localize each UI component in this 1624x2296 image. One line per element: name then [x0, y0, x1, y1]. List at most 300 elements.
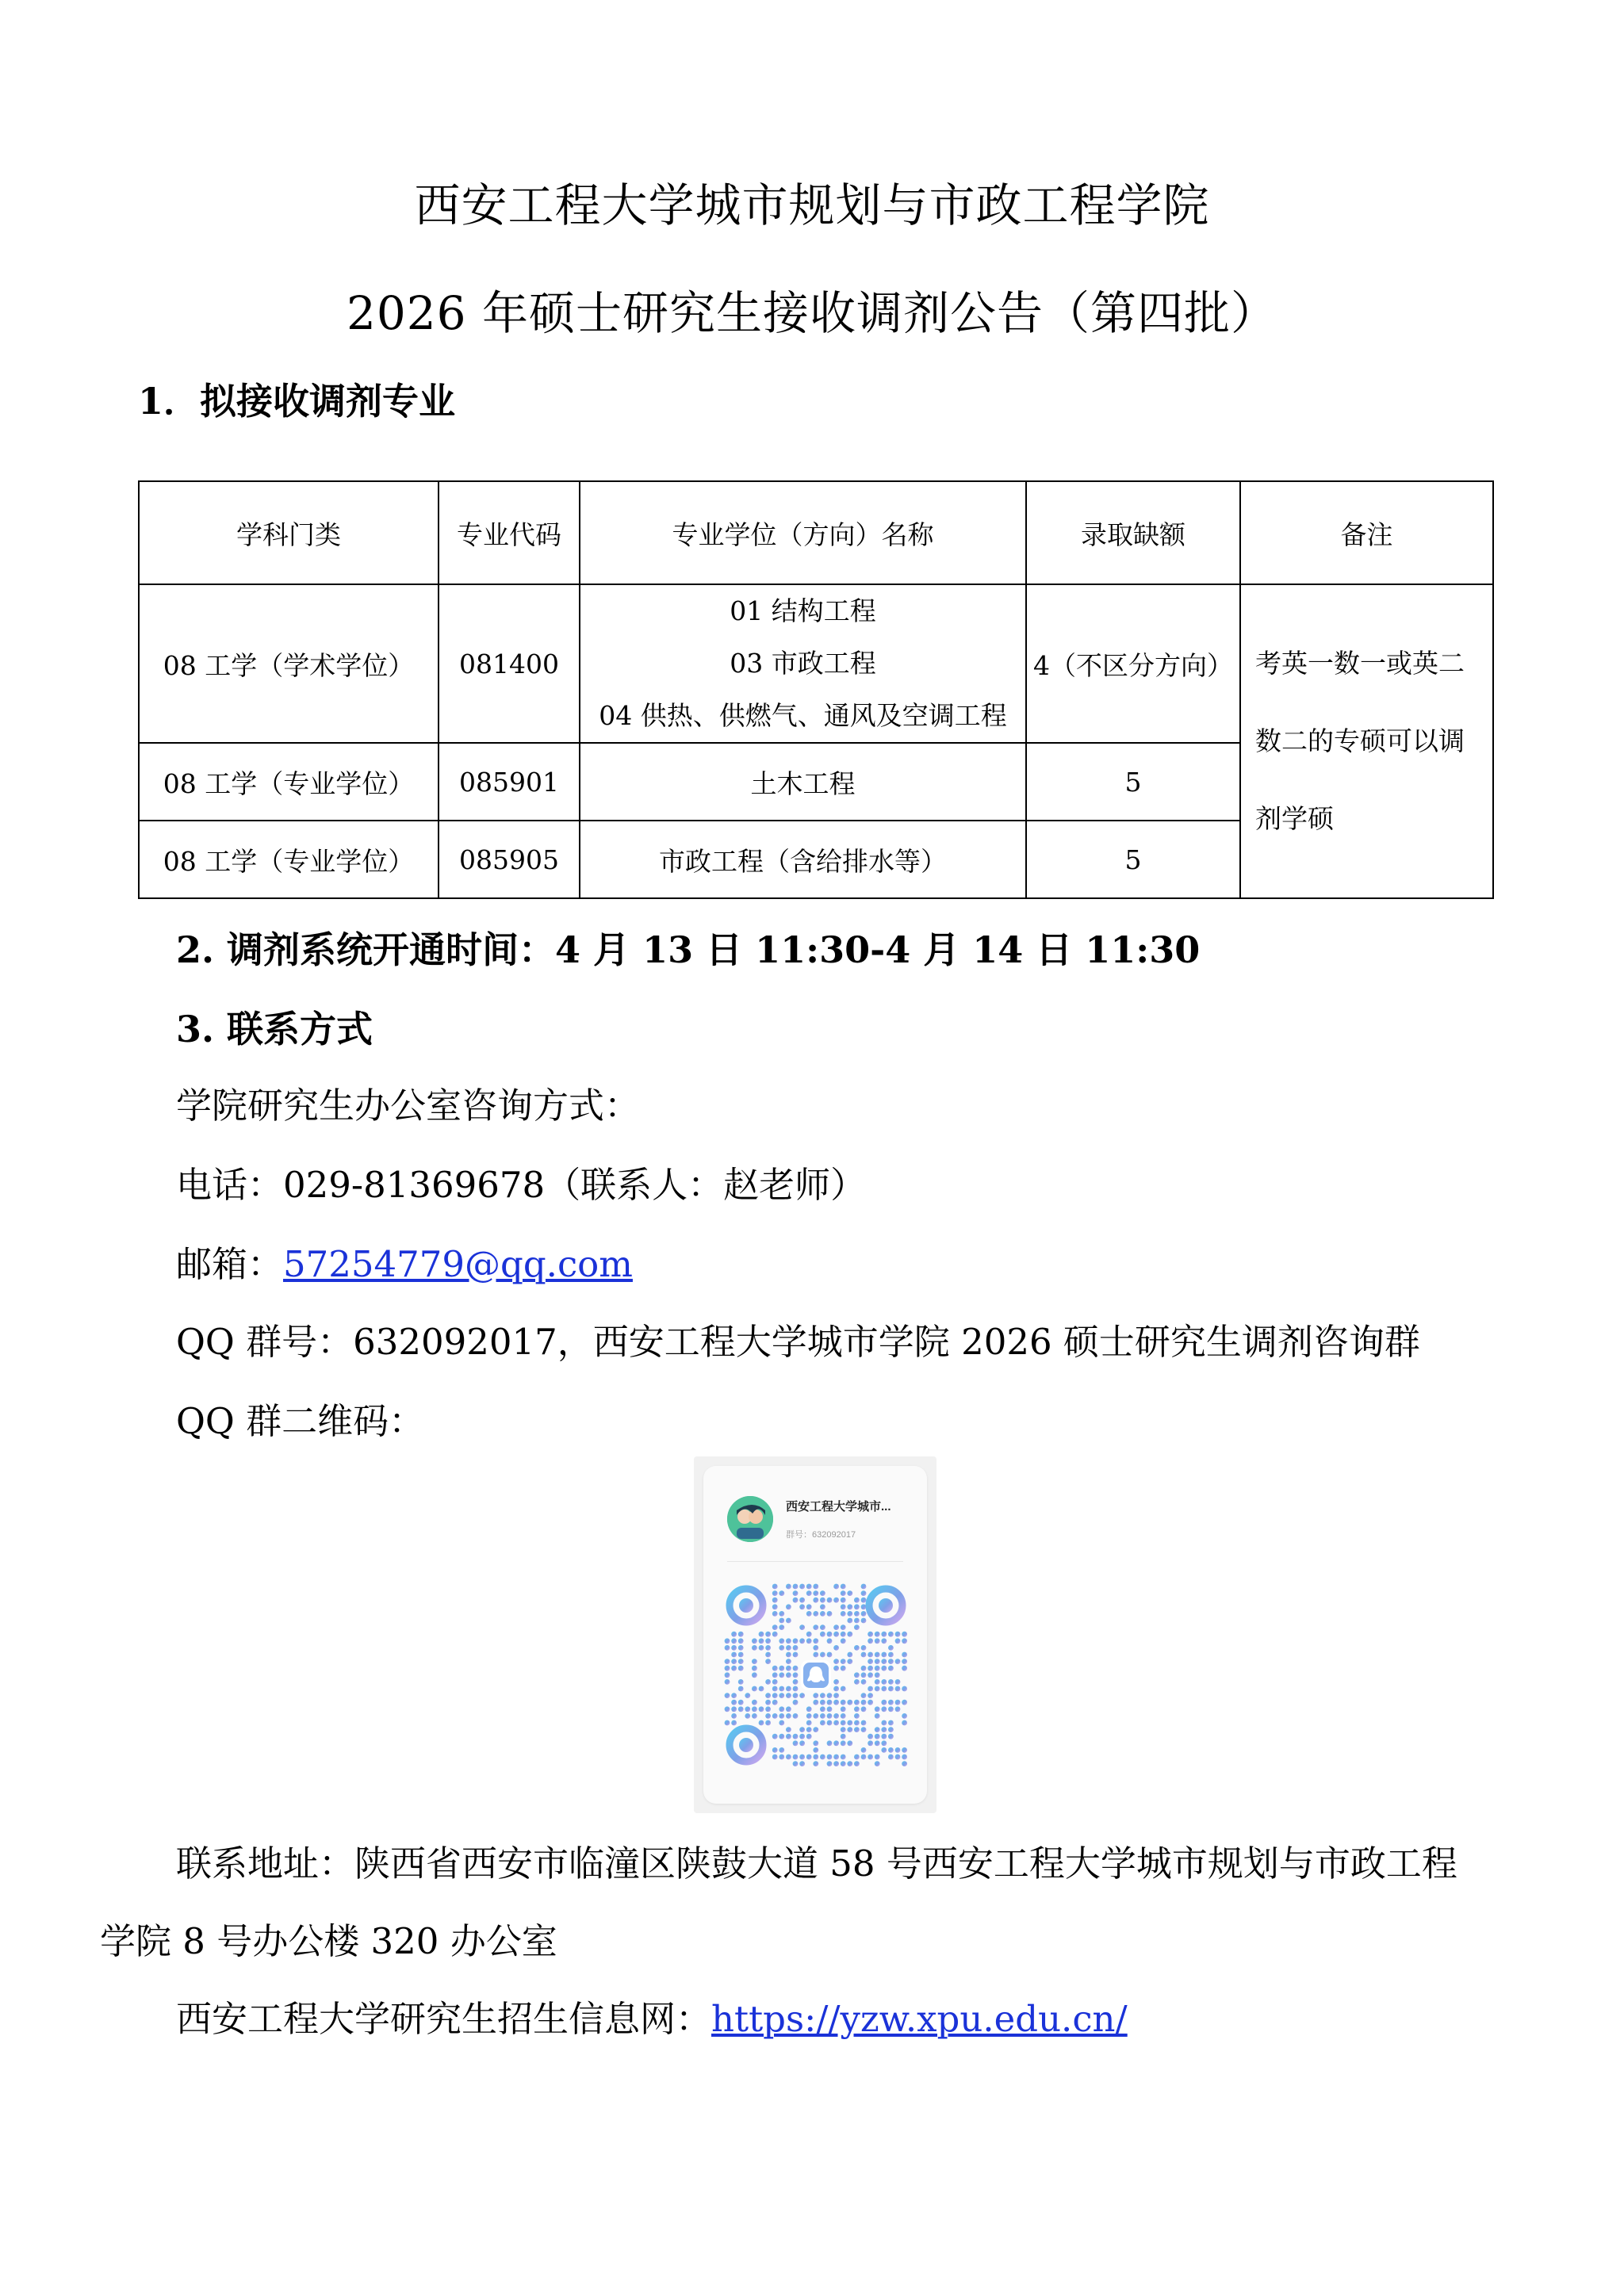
- qr-module: [868, 1686, 873, 1692]
- qr-module: [813, 1598, 818, 1603]
- qr-module: [738, 1706, 744, 1712]
- website-label: 西安工程大学研究生招生信息网：: [176, 1998, 712, 2040]
- remark-line: 考英一数一或英二: [1255, 648, 1465, 679]
- qr-module: [888, 1679, 894, 1685]
- qr-module: [765, 1659, 771, 1664]
- office-label: 学院研究生办公室咨询方式：: [176, 1085, 641, 1127]
- qr-module: [806, 1638, 812, 1644]
- qr-module: [731, 1659, 737, 1664]
- qr-module: [752, 1700, 757, 1705]
- qr-module: [793, 1598, 799, 1603]
- cell-category: 08 工学（专业学位）: [139, 821, 439, 898]
- qq-qr-label: QQ 群二维码：: [176, 1400, 425, 1442]
- qr-module: [902, 1713, 907, 1719]
- qr-module: [841, 1755, 846, 1760]
- qr-module: [888, 1755, 894, 1760]
- qr-module: [793, 1713, 799, 1719]
- qr-module: [868, 1632, 873, 1637]
- qr-module: [820, 1706, 825, 1712]
- qr-module: [772, 1590, 778, 1596]
- qr-module: [833, 1693, 839, 1698]
- qr-module: [806, 1604, 812, 1609]
- qr-module: [793, 1645, 799, 1651]
- qr-module: [779, 1618, 784, 1624]
- qr-module: [738, 1638, 744, 1644]
- qr-module: [793, 1666, 799, 1671]
- qr-module: [833, 1624, 839, 1630]
- qr-module: [888, 1734, 894, 1739]
- majors-table: [138, 480, 1494, 899]
- qr-module: [888, 1727, 894, 1732]
- qr-module: [772, 1713, 778, 1719]
- qr-module: [779, 1611, 784, 1617]
- qr-module: [772, 1686, 778, 1692]
- qr-module: [765, 1706, 771, 1712]
- direction-name: 03 市政工程: [730, 648, 876, 679]
- qr-module: [895, 1755, 901, 1760]
- qr-module: [772, 1632, 778, 1637]
- qr-module: [854, 1645, 860, 1651]
- qr-module: [902, 1659, 907, 1664]
- remark-line: 数二的专硕可以调: [1255, 725, 1465, 756]
- qr-module: [725, 1693, 730, 1698]
- qr-module: [854, 1761, 860, 1766]
- qr-module: [875, 1686, 880, 1692]
- qr-module: [881, 1632, 887, 1637]
- qr-module: [786, 1693, 791, 1698]
- qr-module: [841, 1598, 846, 1603]
- qr-module: [725, 1638, 730, 1644]
- qr-module: [881, 1740, 887, 1746]
- qr-module: [881, 1720, 887, 1726]
- qr-module: [833, 1740, 839, 1746]
- cell-code: 085901: [439, 743, 580, 821]
- qr-module: [806, 1727, 812, 1732]
- qr-module: [813, 1713, 818, 1719]
- qr-module: [725, 1672, 730, 1678]
- qr-module: [745, 1693, 750, 1698]
- qr-module: [888, 1747, 894, 1753]
- qr-module: [820, 1632, 825, 1637]
- qr-module: [752, 1645, 757, 1651]
- qr-module: [902, 1632, 907, 1637]
- qr-module: [793, 1700, 799, 1705]
- qr-module: [799, 1727, 805, 1732]
- qr-module: [875, 1632, 880, 1637]
- qr-module: [902, 1720, 907, 1726]
- qr-module: [841, 1590, 846, 1596]
- qr-module: [868, 1755, 873, 1760]
- qr-module: [793, 1693, 799, 1698]
- cell-code: 085905: [439, 821, 580, 898]
- qr-module: [759, 1706, 764, 1712]
- qr-module: [779, 1624, 784, 1630]
- qr-module: [895, 1659, 901, 1664]
- qr-module: [833, 1584, 839, 1590]
- qr-module: [799, 1624, 805, 1630]
- qr-module: [779, 1720, 784, 1726]
- qr-module: [827, 1598, 833, 1603]
- qr-module: [772, 1598, 778, 1603]
- qr-module: [868, 1740, 873, 1746]
- qr-module: [779, 1693, 784, 1698]
- qr-module: [868, 1700, 873, 1705]
- qr-module: [861, 1747, 867, 1753]
- qr-module: [799, 1598, 805, 1603]
- qr-card: [703, 1466, 927, 1804]
- cell-category: 08 工学（学术学位）: [139, 584, 439, 743]
- cell-quota: 4（不区分方向）: [1026, 584, 1240, 743]
- email-link[interactable]: 57254779@qq.com: [283, 1243, 633, 1285]
- qr-module: [793, 1755, 799, 1760]
- qr-module: [813, 1747, 818, 1753]
- qr-module: [738, 1645, 744, 1651]
- qr-module: [745, 1706, 750, 1712]
- qr-module: [738, 1700, 744, 1705]
- qr-module: [820, 1713, 825, 1719]
- qr-module: [806, 1590, 812, 1596]
- qr-module: [841, 1720, 846, 1726]
- qr-module: [786, 1734, 791, 1739]
- qr-module: [895, 1706, 901, 1712]
- qr-module: [813, 1590, 818, 1596]
- qr-module: [902, 1652, 907, 1658]
- qr-module: [786, 1604, 791, 1609]
- qr-module: [772, 1604, 778, 1609]
- cell-names: 土木工程: [580, 743, 1026, 821]
- qr-module: [841, 1611, 846, 1617]
- qr-module: [779, 1755, 784, 1760]
- qr-module: [813, 1611, 818, 1617]
- qr-module: [772, 1747, 778, 1753]
- qr-module: [813, 1638, 818, 1644]
- qr-module: [725, 1645, 730, 1651]
- qr-module: [813, 1700, 818, 1705]
- qr-module: [779, 1686, 784, 1692]
- qr-module: [868, 1638, 873, 1644]
- qr-module: [895, 1679, 901, 1685]
- qr-module: [902, 1755, 907, 1760]
- qr-module: [813, 1624, 818, 1630]
- qr-module: [765, 1652, 771, 1658]
- qr-module: [752, 1686, 757, 1692]
- address-line2: 学院 8 号办公楼 320 办公室: [100, 1920, 557, 1962]
- qr-module: [765, 1638, 771, 1644]
- qr-module: [806, 1584, 812, 1590]
- qr-module: [786, 1618, 791, 1624]
- qr-module: [772, 1624, 778, 1630]
- qr-module: [820, 1720, 825, 1726]
- qr-module: [793, 1672, 799, 1678]
- qr-module: [841, 1727, 846, 1732]
- direction-name: 01 结构工程: [730, 595, 876, 626]
- qr-module: [759, 1638, 764, 1644]
- qr-module: [854, 1720, 860, 1726]
- qr-module: [847, 1611, 852, 1617]
- qr-module: [868, 1666, 873, 1671]
- qr-module: [868, 1693, 873, 1698]
- header-quota: 录取缺额: [1026, 481, 1240, 584]
- qr-module: [786, 1706, 791, 1712]
- qr-module: [868, 1734, 873, 1739]
- qr-module: [759, 1632, 764, 1637]
- qr-module: [765, 1632, 771, 1637]
- qr-module: [772, 1693, 778, 1698]
- qr-module: [765, 1700, 771, 1705]
- qr-module: [827, 1638, 833, 1644]
- qr-module: [861, 1652, 867, 1658]
- qr-module: [868, 1652, 873, 1658]
- qr-module: [793, 1740, 799, 1746]
- section1-heading: 1．拟接收调剂专业: [138, 380, 456, 423]
- qr-module: [861, 1666, 867, 1671]
- qr-module: [738, 1632, 744, 1637]
- qr-module: [786, 1755, 791, 1760]
- announcement-title-line1: 西安工程大学城市规划与市政工程学院: [414, 178, 1210, 232]
- qr-module: [875, 1679, 880, 1685]
- qr-module: [799, 1740, 805, 1746]
- qr-module: [875, 1652, 880, 1658]
- qr-module: [841, 1686, 846, 1692]
- qr-module: [902, 1666, 907, 1671]
- direction-name: 04 供热、供燃气、通风及空调工程: [599, 700, 1007, 731]
- qr-module: [861, 1604, 867, 1609]
- qr-module: [895, 1632, 901, 1637]
- qr-module: [772, 1700, 778, 1705]
- website-link[interactable]: https://yzw.xpu.edu.cn/: [711, 1998, 1128, 2040]
- qr-module: [888, 1666, 894, 1671]
- email-label: 邮箱：: [176, 1243, 284, 1285]
- qr-module: [759, 1645, 764, 1651]
- qr-module: [793, 1679, 799, 1685]
- qr-module: [731, 1720, 737, 1726]
- qr-module: [786, 1584, 791, 1590]
- qr-module: [902, 1686, 907, 1692]
- qr-module: [779, 1672, 784, 1678]
- phone-text: 电话：029-81369678（联系人：赵老师）: [176, 1164, 867, 1206]
- qr-module: [731, 1700, 737, 1705]
- qr-module: [861, 1727, 867, 1732]
- qr-module: [731, 1706, 737, 1712]
- qr-module: [833, 1761, 839, 1766]
- cell-names: 市政工程（含给排水等）: [580, 821, 1026, 898]
- qr-module: [854, 1706, 860, 1712]
- qr-module: [752, 1672, 757, 1678]
- qr-module: [793, 1652, 799, 1658]
- qr-module: [902, 1761, 907, 1766]
- qr-module: [813, 1755, 818, 1760]
- qr-module: [820, 1604, 825, 1609]
- qr-module: [806, 1755, 812, 1760]
- qr-module: [799, 1734, 805, 1739]
- qr-module: [820, 1590, 825, 1596]
- header-code: 专业代码: [439, 481, 580, 584]
- qr-module: [841, 1666, 846, 1671]
- qr-module: [759, 1686, 764, 1692]
- qr-module: [752, 1713, 757, 1719]
- qr-module: [731, 1638, 737, 1644]
- qr-module: [772, 1734, 778, 1739]
- qr-module: [731, 1693, 737, 1698]
- qr-module: [841, 1761, 846, 1766]
- qr-module: [881, 1659, 887, 1664]
- qr-module: [888, 1659, 894, 1664]
- table-header-row: [139, 481, 1493, 584]
- qr-module: [738, 1659, 744, 1664]
- qr-module: [854, 1604, 860, 1609]
- qr-module: [861, 1679, 867, 1685]
- qr-module: [861, 1706, 867, 1712]
- qr-module: [881, 1666, 887, 1671]
- qr-module: [861, 1755, 867, 1760]
- qr-module: [786, 1713, 791, 1719]
- qr-module: [841, 1740, 846, 1746]
- qr-module: [833, 1659, 839, 1664]
- qr-module: [895, 1700, 901, 1705]
- qr-module: [875, 1666, 880, 1671]
- qr-module: [847, 1700, 852, 1705]
- qr-module: [861, 1672, 867, 1678]
- qr-module: [833, 1700, 839, 1705]
- qr-module: [738, 1666, 744, 1671]
- qr-module: [833, 1755, 839, 1760]
- qr-module: [875, 1740, 880, 1746]
- qr-module: [779, 1713, 784, 1719]
- qr-module: [738, 1686, 744, 1692]
- qr-module: [813, 1740, 818, 1746]
- qr-module: [786, 1666, 791, 1671]
- qr-module: [731, 1652, 737, 1658]
- qr-module: [888, 1700, 894, 1705]
- qr-module: [888, 1645, 894, 1651]
- qr-module: [888, 1686, 894, 1692]
- qr-module: [854, 1755, 860, 1760]
- qr-module: [854, 1713, 860, 1719]
- qr-module: [779, 1590, 784, 1596]
- qr-module: [854, 1611, 860, 1617]
- qr-module: [827, 1700, 833, 1705]
- qr-module: [827, 1720, 833, 1726]
- qr-module: [827, 1693, 833, 1698]
- qq-group-text: QQ 群号：632092017，西安工程大学城市学院 2026 硕士研究生调剂咨询群: [176, 1321, 1420, 1363]
- qr-module: [786, 1727, 791, 1732]
- qr-module: [881, 1686, 887, 1692]
- header-name: 专业学位（方向）名称: [580, 481, 1026, 584]
- qr-module: [847, 1652, 852, 1658]
- qr-module: [786, 1638, 791, 1644]
- qr-module: [875, 1672, 880, 1678]
- qr-module: [806, 1611, 812, 1617]
- qr-module: [772, 1611, 778, 1617]
- qr-module: [854, 1727, 860, 1732]
- qr-module: [861, 1611, 867, 1617]
- qr-module: [854, 1624, 860, 1630]
- qr-module: [731, 1666, 737, 1671]
- qr-module: [841, 1624, 846, 1630]
- qr-module: [827, 1611, 833, 1617]
- qr-module: [793, 1686, 799, 1692]
- qr-module: [861, 1693, 867, 1698]
- qr-module: [786, 1645, 791, 1651]
- qr-module: [827, 1652, 833, 1658]
- qr-module: [765, 1693, 771, 1698]
- qr-module: [895, 1686, 901, 1692]
- qr-module: [833, 1686, 839, 1692]
- qq-group-qr-image: [694, 1456, 936, 1813]
- qr-module: [779, 1734, 784, 1739]
- qr-module: [820, 1611, 825, 1617]
- qr-module: [813, 1693, 818, 1698]
- qr-module: [881, 1734, 887, 1739]
- qr-module: [752, 1659, 757, 1664]
- qr-module: [875, 1638, 880, 1644]
- qr-module: [820, 1598, 825, 1603]
- qr-module: [847, 1604, 852, 1609]
- qr-module: [752, 1666, 757, 1671]
- qr-module: [854, 1618, 860, 1624]
- qr-module: [841, 1584, 846, 1590]
- qr-module: [772, 1679, 778, 1685]
- cell-code: 081400: [439, 584, 580, 743]
- qr-module: [779, 1706, 784, 1712]
- qr-module: [806, 1632, 812, 1637]
- qr-module: [875, 1755, 880, 1760]
- qr-module: [731, 1713, 737, 1719]
- qr-module: [888, 1720, 894, 1726]
- group-id: 群号：632092017: [786, 1530, 856, 1540]
- qr-module: [888, 1652, 894, 1658]
- qr-module: [895, 1638, 901, 1644]
- qr-module: [868, 1659, 873, 1664]
- qr-module: [854, 1598, 860, 1603]
- group-avatar: [727, 1496, 773, 1542]
- qr-module: [779, 1747, 784, 1753]
- qr-module: [868, 1672, 873, 1678]
- qr-module: [875, 1659, 880, 1664]
- qr-module: [902, 1747, 907, 1753]
- website-row: [176, 1990, 1128, 2042]
- qr-module: [833, 1645, 839, 1651]
- header-remark: 备注: [1240, 481, 1493, 584]
- qr-module: [847, 1618, 852, 1624]
- qr-module: [786, 1686, 791, 1692]
- address-line1: 联系地址：陕西省西安市临潼区陕鼓大道 58 号西安工程大学城市规划与市政工程: [176, 1843, 1457, 1885]
- qr-module: [813, 1727, 818, 1732]
- remark-line: 剂学硕: [1255, 803, 1334, 834]
- qr-module: [833, 1713, 839, 1719]
- qr-module: [793, 1584, 799, 1590]
- qr-module: [827, 1740, 833, 1746]
- qr-module: [841, 1659, 846, 1664]
- qr-module: [759, 1720, 764, 1726]
- qr-module: [881, 1747, 887, 1753]
- qr-module: [806, 1706, 812, 1712]
- cell-remark: [1240, 584, 1493, 898]
- qr-module: [841, 1734, 846, 1739]
- qr-module: [841, 1706, 846, 1712]
- qr-module: [827, 1713, 833, 1719]
- qr-module: [847, 1720, 852, 1726]
- qr-module: [847, 1740, 852, 1746]
- qr-module: [881, 1706, 887, 1712]
- qr-module: [833, 1666, 839, 1671]
- qr-module: [765, 1645, 771, 1651]
- header-category: 学科门类: [139, 481, 439, 584]
- qr-module: [847, 1727, 852, 1732]
- qr-module: [881, 1638, 887, 1644]
- table-row: [139, 584, 1493, 743]
- qr-module: [799, 1755, 805, 1760]
